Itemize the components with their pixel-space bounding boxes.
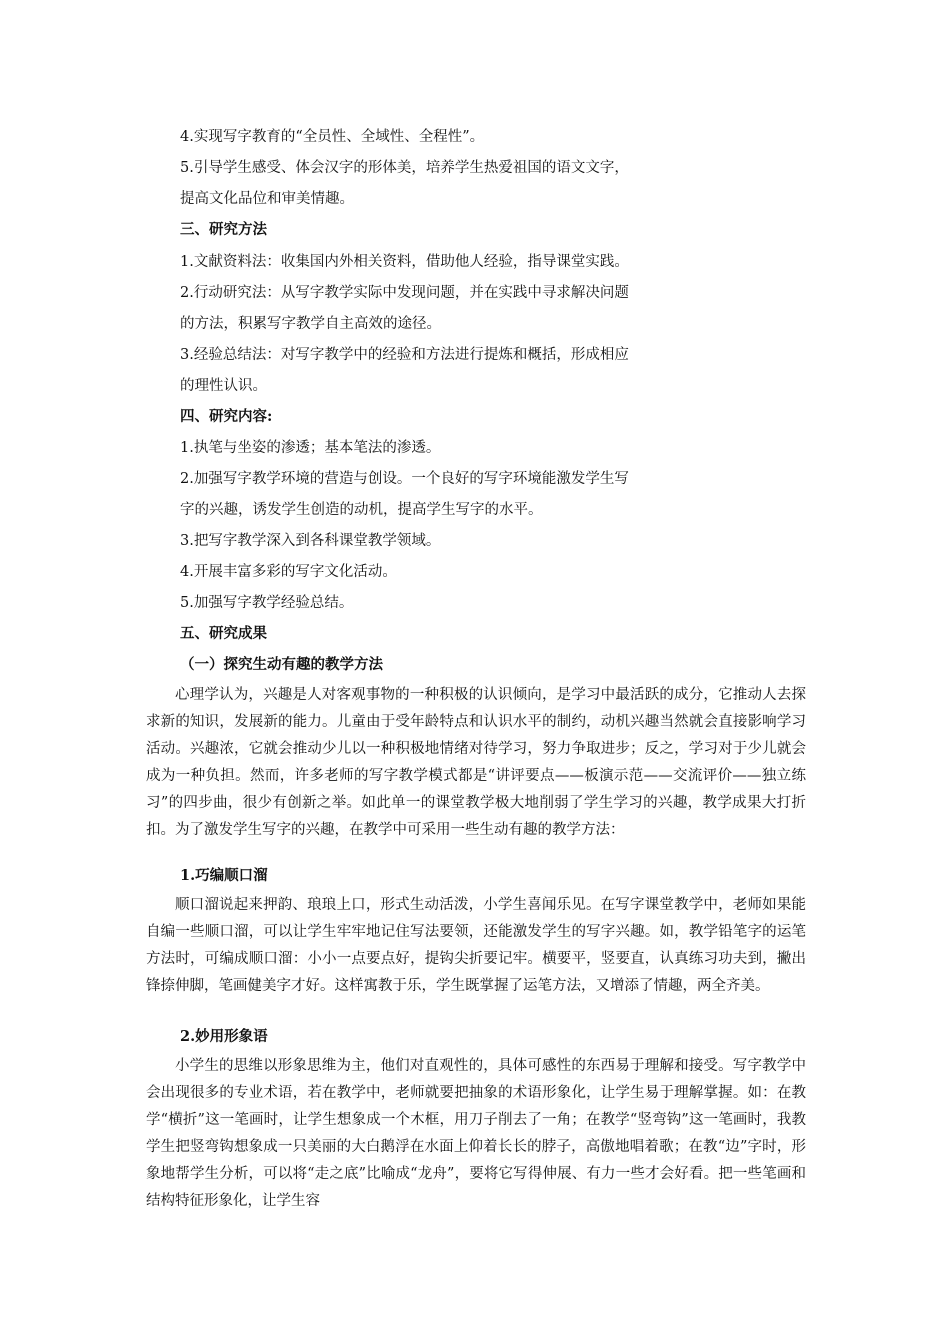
method-item-2-line-1: 2.行动研究法：从写字教学实际中发现问题，并在实践中寻求解决问题 <box>180 285 629 301</box>
section-heading-methods: 三、研究方法 <box>180 221 267 238</box>
content-item-2-line-1: 2.加强写字教学环境的营造与创设。一个良好的写字环境能激发学生写 <box>180 471 629 487</box>
content-item-2-line-2: 字的兴趣，诱发学生创造的动机，提高学生写字的水平。 <box>180 502 543 518</box>
results-intro-paragraph <box>146 682 806 844</box>
method-1-paragraph <box>146 892 806 1000</box>
method-item-3-line-2: 的理性认识。 <box>180 378 267 394</box>
method-item-1: 1.文献资料法：收集国内外相关资料，借助他人经验，指导课堂实践。 <box>180 254 629 270</box>
method-item-3-line-1: 3.经验总结法：对写字教学中的经验和方法进行提炼和概括，形成相应 <box>180 347 629 363</box>
content-item-3: 3.把写字教学深入到各科课堂教学领域。 <box>180 533 441 549</box>
results-intro-text: 心理学认为，兴趣是人对客观事物的一种积极的认识倾向，是学习中最活跃的成分，它推动人去探求新的知识，发展新的能力。儿童由于受年龄特点和认识水平的制约，动机兴趣当然就会直接影响学习活动。兴趣浓，它就会推动少儿以一种积极地情绪对待学习，努力争取进步；反之，学习对于少儿就会成为一种负担。然而，许多老师的写字教学模式都是“讲评要点——板演示范——交流评价——独立练习”的四步曲，很少有创新之举。如此单一的课堂教学极大地削弱了学生学习的兴趣，教学成果大打折扣。为了激发学生写字的兴趣，在教学中可采用一些生动有趣的教学方法： <box>146 687 806 838</box>
content-item-1: 1.执笔与坐姿的渗透；基本笔法的渗透。 <box>180 440 441 456</box>
method-item-2-line-2: 的方法，积累写字教学自主高效的途径。 <box>180 316 441 332</box>
method-1-title: 1.巧编顺口溜 <box>180 867 268 884</box>
section-heading-results: 五、研究成果 <box>180 625 267 642</box>
method-2-title: 2.妙用形象语 <box>180 1028 268 1045</box>
goal-item-4: 4.实现写字教育的“全员性、全域性、全程性”。 <box>180 129 485 145</box>
content-item-5: 5.加强写字教学经验总结。 <box>180 595 354 611</box>
content-item-4: 4.开展丰富多彩的写字文化活动。 <box>180 564 397 580</box>
goal-item-5-line-1: 5.引导学生感受、体会汉字的形体美，培养学生热爱祖国的语文文字， <box>180 160 629 176</box>
method-2-paragraph <box>146 1053 806 1215</box>
section-heading-content: 四、研究内容: <box>180 408 273 425</box>
goal-item-5-line-2: 提高文化品位和审美情趣。 <box>180 191 354 207</box>
method-2-text: 小学生的思维以形象思维为主，他们对直观性的，具体可感性的东西易于理解和接受。写字教学中会出现很多的专业术语，若在教学中，老师就要把抽象的术语形象化，让学生易于理解掌握。如：在教学“横折”这一笔画时，让学生想象成一个木框，用刀子削去了一角；在教学“竖弯钩”这一笔画时，我教学生把竖弯钩想象成一只美丽的大白鹅浮在水面上仰着长长的脖子，高傲地唱着歌；在教“边”字时，形象地帮学生分析，可以将“走之底”比喻成“龙舟”，要将它写得伸展、有力一些才会好看。把一些笔画和结构特征形象化，让学生容 <box>146 1058 806 1209</box>
method-1-text: 顺口溜说起来押韵、琅琅上口，形式生动活泼，小学生喜闻乐见。在写字课堂教学中，老师如果能自编一些顺口溜，可以让学生牢牢地记住写法要领，还能激发学生的写字兴趣。如，教学铅笔字的运笔方法时，可编成顺口溜：小小一点要点好，提钩尖折要记牢。横要平，竖要直，认真练习功夫到，撇出锋捺伸脚，笔画健美字才好。这样寓教于乐，学生既掌握了运笔方法，又增添了情趣，两全齐美。 <box>146 897 806 994</box>
subsection-heading: （一）探究生动有趣的教学方法 <box>180 656 383 673</box>
